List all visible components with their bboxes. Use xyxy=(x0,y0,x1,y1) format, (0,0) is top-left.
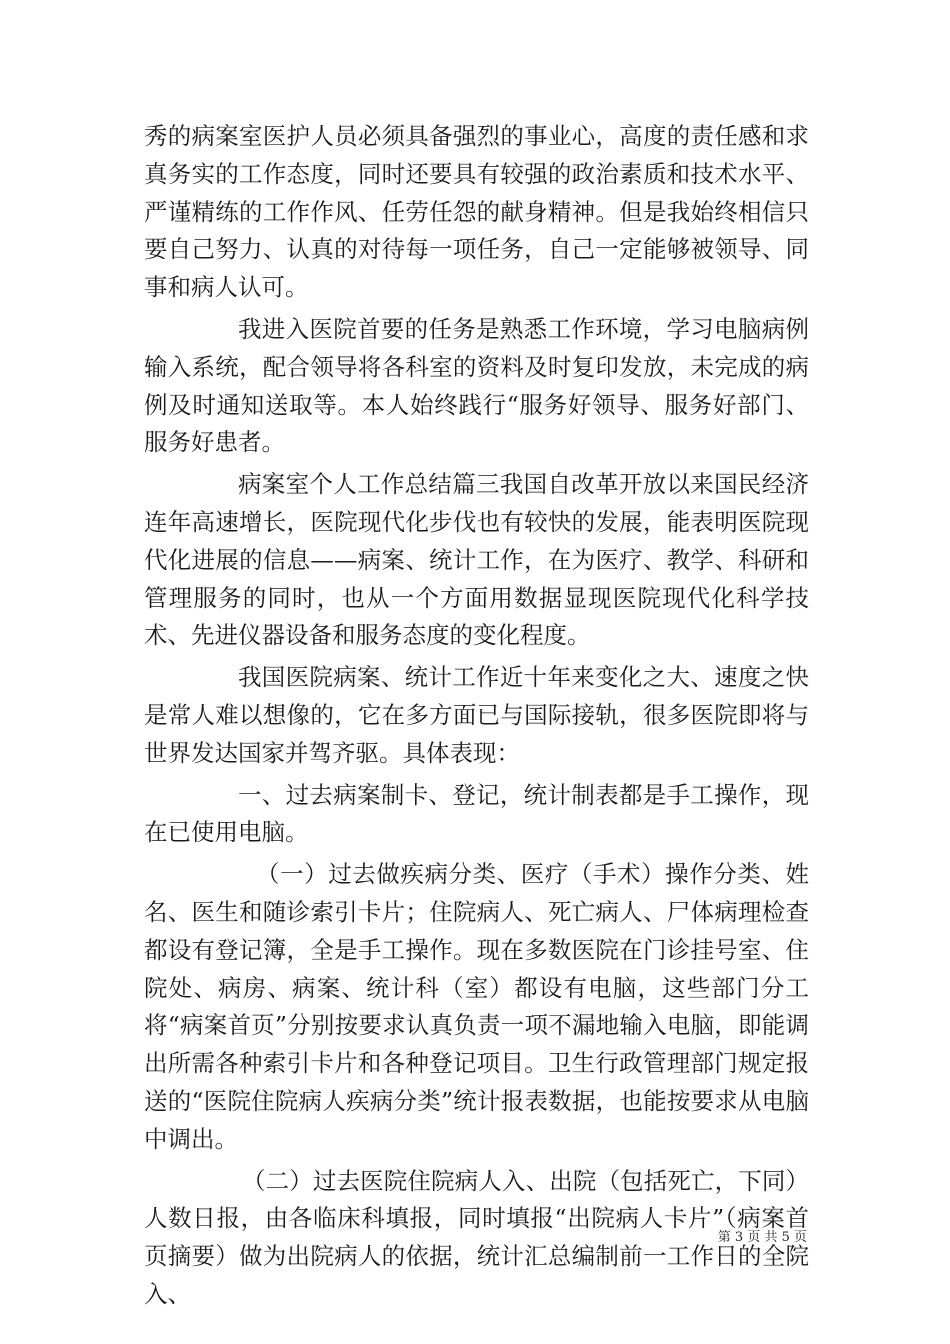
paragraph-3: 病案室个人工作总结篇三我国自改革开放以来国民经济连年高速增长，医院现代化步伐也有较快的发展，能表明医院现代化进展的信息——病案、统计工作，在为医疗、教学、科研和管理服务的同时，也从一个方面用数据显现医院现代化科学技术、先进仪器设备和服务态度的变化程度。 xyxy=(144,470,809,650)
paragraph-7: （二）过去医院住院病人入、出院（包括死亡，下同）人数日报，由各临床科填报，同时填报“出院病人卡片”（病案首页摘要）做为出院病人的依据，统计汇总编制前一工作日的全院入、 xyxy=(144,1166,809,1308)
paragraph-6: （一）过去做疾病分类、医疗（手术）操作分类、姓名、医生和随诊索引卡片；住院病人、死亡病人、尸体病理检查都设有登记簿，全是手工操作。现在多数医院在门诊挂号室、住院处、病房、病案、统计科（室）都设有电脑，这些部门分工将“病案首页”分别按要求认真负责一项不漏地输入电脑，即能调出所需各种索引卡片和各种登记项目。卫生行政管理部门规定报送的“医院住院病人疾病分类”统计报表数据，也能按要求从电脑中调出。 xyxy=(144,860,809,1153)
paragraph-1: 秀的病案室医护人员必须具备强烈的事业心，高度的责任感和求真务实的工作态度，同时还要具有较强的政治素质和技术水平、严谨精练的工作作风、任劳任怨的献身精神。但是我始终相信只要自己努力、认真的对待每一项任务，自己一定能够被领导、同事和病人认可。 xyxy=(144,122,809,302)
paragraph-5: 一、过去病案制卡、登记，统计制表都是手工操作，现在已使用电脑。 xyxy=(144,780,809,847)
paragraph-2: 我进入医院首要的任务是熟悉工作环境，学习电脑病例输入系统，配合领导将各科室的资料及时复印发放，未完成的病例及时通知送取等。本人始终践行“服务好领导、服务好部门、服务好患者。 xyxy=(144,314,809,457)
paragraph-4: 我国医院病案、统计工作近十年来变化之大、速度之快是常人难以想像的，它在多方面已与国际接轨，很多医院即将与世界发达国家并驾齐驱。具体表现： xyxy=(144,663,809,767)
document-body xyxy=(144,118,809,1318)
page-number: 第 3 页 共 5 页 xyxy=(717,1230,807,1245)
